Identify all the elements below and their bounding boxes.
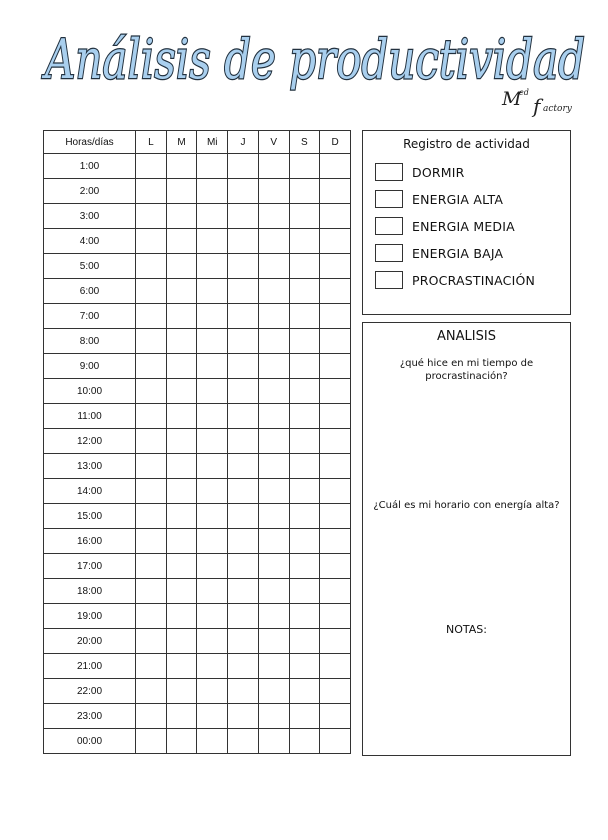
schedule-cell[interactable] [228,429,259,454]
hour-cell: 13:00 [44,454,136,479]
schedule-cell[interactable] [289,454,320,479]
table-row [44,554,351,579]
hour-cell: 00:00 [44,729,136,754]
schedule-cell[interactable] [320,179,351,204]
table-row [44,279,351,304]
schedule-cell[interactable] [258,204,289,229]
hour-cell: 2:00 [44,179,136,204]
schedule-header-row [44,131,351,154]
schedule-cell[interactable] [320,254,351,279]
schedule-cell[interactable] [228,304,259,329]
schedule-cell[interactable] [228,729,259,754]
schedule-cell[interactable] [166,154,197,179]
header-day: Mi [197,131,228,154]
hour-cell: 15:00 [44,504,136,529]
schedule-cell[interactable] [197,254,228,279]
schedule-cell[interactable] [166,279,197,304]
schedule-cell[interactable] [258,479,289,504]
schedule-cell[interactable] [258,604,289,629]
schedule-cell[interactable] [228,454,259,479]
legend-checkbox[interactable] [375,190,403,208]
schedule-cell[interactable] [289,504,320,529]
legend-item-energia-alta [375,189,503,209]
schedule-cell[interactable] [228,679,259,704]
hour-cell: 5:00 [44,254,136,279]
schedule-cell[interactable] [197,429,228,454]
schedule-cell[interactable] [258,704,289,729]
schedule-cell[interactable] [289,279,320,304]
schedule-cell[interactable] [136,279,167,304]
schedule-cell[interactable] [228,554,259,579]
schedule-cell[interactable] [320,704,351,729]
schedule-cell[interactable] [289,554,320,579]
schedule-cell[interactable] [166,554,197,579]
schedule-cell[interactable] [289,579,320,604]
schedule-cell[interactable] [166,429,197,454]
hour-cell: 14:00 [44,479,136,504]
schedule-cell[interactable] [289,379,320,404]
table-row [44,654,351,679]
schedule-cell[interactable] [320,429,351,454]
hour-cell: 18:00 [44,579,136,604]
schedule-cell[interactable] [136,204,167,229]
legend-item-energia-media [375,216,515,236]
schedule-cell[interactable] [166,654,197,679]
schedule-cell[interactable] [166,479,197,504]
table-row [44,579,351,604]
hour-cell: 4:00 [44,229,136,254]
schedule-cell[interactable] [320,479,351,504]
schedule-cell[interactable] [136,329,167,354]
legend-label: ENERGIA BAJA [412,245,504,261]
schedule-cell[interactable] [228,604,259,629]
schedule-cell[interactable] [289,629,320,654]
schedule-cell[interactable] [197,154,228,179]
schedule-cell[interactable] [166,679,197,704]
hour-cell: 20:00 [44,629,136,654]
table-row [44,354,351,379]
schedule-cell[interactable] [289,354,320,379]
schedule-cell[interactable] [166,304,197,329]
schedule-cell[interactable] [320,629,351,654]
brand-logo [500,86,580,122]
schedule-cell[interactable] [289,604,320,629]
schedule-cell[interactable] [197,179,228,204]
brand-ed: ed [519,88,529,97]
schedule-cell[interactable] [320,229,351,254]
hour-cell: 11:00 [44,404,136,429]
schedule-cell[interactable] [228,254,259,279]
hour-cell: 10:00 [44,379,136,404]
header-day: L [136,131,167,154]
hour-cell: 9:00 [44,354,136,379]
schedule-cell[interactable] [166,454,197,479]
table-row [44,304,351,329]
schedule-cell[interactable] [136,354,167,379]
schedule-cell[interactable] [289,729,320,754]
schedule-cell[interactable] [228,279,259,304]
hour-cell: 21:00 [44,654,136,679]
schedule-cell[interactable] [228,229,259,254]
notes-label: NOTAS: [446,623,487,636]
schedule-cell[interactable] [166,404,197,429]
legend-item-procrastinacion [375,270,535,290]
legend-item-energia-baja [375,243,503,263]
schedule-cell[interactable] [320,529,351,554]
schedule-cell[interactable] [258,679,289,704]
schedule-cell[interactable] [228,654,259,679]
schedule-cell[interactable] [228,704,259,729]
schedule-cell[interactable] [258,379,289,404]
legend-checkbox[interactable] [375,163,403,181]
schedule-cell[interactable] [136,729,167,754]
schedule-cell[interactable] [289,479,320,504]
schedule-cell[interactable] [197,554,228,579]
schedule-cell[interactable] [166,179,197,204]
schedule-cell[interactable] [228,329,259,354]
schedule-cell[interactable] [258,354,289,379]
legend-label: DORMIR [412,164,465,180]
brand-actory: actory [543,104,572,114]
question-high-energy: ¿Cuál es mi horario con energía alta? [373,500,560,511]
schedule-cell[interactable] [136,579,167,604]
schedule-cell[interactable] [197,304,228,329]
table-row [44,179,351,204]
schedule-cell[interactable] [320,679,351,704]
schedule-cell[interactable] [320,454,351,479]
schedule-cell[interactable] [166,329,197,354]
schedule-cell[interactable] [136,654,167,679]
schedule-cell[interactable] [258,729,289,754]
schedule-cell[interactable] [166,729,197,754]
schedule-cell[interactable] [258,329,289,354]
schedule-cell[interactable] [320,654,351,679]
schedule-cell[interactable] [258,554,289,579]
hour-cell: 8:00 [44,329,136,354]
table-row [44,479,351,504]
schedule-cell[interactable] [197,404,228,429]
schedule-cell[interactable] [320,204,351,229]
schedule-cell[interactable] [197,654,228,679]
schedule-cell[interactable] [136,179,167,204]
table-row [44,379,351,404]
table-row [44,729,351,754]
schedule-cell[interactable] [166,379,197,404]
legend-checkbox[interactable] [375,271,403,289]
schedule-cell[interactable] [320,404,351,429]
schedule-cell[interactable] [289,654,320,679]
schedule-cell[interactable] [197,679,228,704]
table-row [44,529,351,554]
schedule-cell[interactable] [320,554,351,579]
legend-label: ENERGIA ALTA [412,191,504,207]
schedule-cell[interactable] [258,254,289,279]
schedule-cell[interactable] [258,529,289,554]
table-row [44,679,351,704]
schedule-cell[interactable] [289,229,320,254]
schedule-cell[interactable] [166,254,197,279]
table-row [44,329,351,354]
page-title-text: Análisis de productividad [41,28,585,91]
activity-log-box [362,130,571,315]
schedule-cell[interactable] [166,604,197,629]
schedule-cell[interactable] [197,454,228,479]
schedule-cell[interactable] [197,529,228,554]
schedule-cell[interactable] [197,704,228,729]
schedule-cell[interactable] [136,504,167,529]
schedule-cell[interactable] [166,579,197,604]
legend-checkbox[interactable] [375,217,403,235]
schedule-cell[interactable] [166,629,197,654]
schedule-cell[interactable] [258,629,289,654]
header-day: M [166,131,197,154]
schedule-cell[interactable] [289,179,320,204]
legend-label: PROCRASTINACIÓN [412,272,536,288]
schedule-cell[interactable] [258,179,289,204]
schedule-cell[interactable] [197,354,228,379]
schedule-cell[interactable] [258,429,289,454]
schedule-cell[interactable] [228,154,259,179]
schedule-cell[interactable] [197,629,228,654]
schedule-cell[interactable] [136,154,167,179]
schedule-cell[interactable] [136,554,167,579]
schedule-cell[interactable] [320,504,351,529]
hour-cell: 7:00 [44,304,136,329]
activity-log-heading: Registro de actividad [403,137,530,151]
schedule-cell[interactable] [166,504,197,529]
schedule-cell[interactable] [289,404,320,429]
schedule-cell[interactable] [166,229,197,254]
schedule-cell[interactable] [136,229,167,254]
schedule-cell[interactable] [289,429,320,454]
schedule-cell[interactable] [197,329,228,354]
table-row [44,429,351,454]
table-row [44,629,351,654]
schedule-cell[interactable] [136,604,167,629]
schedule-cell[interactable] [320,354,351,379]
hour-cell: 12:00 [44,429,136,454]
schedule-cell[interactable] [228,204,259,229]
schedule-cell[interactable] [258,304,289,329]
analysis-box [362,322,571,756]
schedule-cell[interactable] [228,179,259,204]
header-day: D [320,131,351,154]
schedule-cell[interactable] [258,504,289,529]
schedule-cell[interactable] [166,204,197,229]
schedule-cell[interactable] [289,154,320,179]
schedule-cell[interactable] [166,529,197,554]
hour-cell: 3:00 [44,204,136,229]
schedule-cell[interactable] [136,704,167,729]
table-row [44,454,351,479]
schedule-cell[interactable] [289,329,320,354]
schedule-cell[interactable] [197,604,228,629]
schedule-cell[interactable] [197,579,228,604]
schedule-cell[interactable] [228,504,259,529]
schedule-cell[interactable] [258,404,289,429]
schedule-cell[interactable] [320,304,351,329]
table-row [44,604,351,629]
schedule-cell[interactable] [258,154,289,179]
schedule-cell[interactable] [258,579,289,604]
schedule-cell[interactable] [197,229,228,254]
schedule-cell[interactable] [136,429,167,454]
schedule-cell[interactable] [228,629,259,654]
schedule-cell[interactable] [197,204,228,229]
schedule-cell[interactable] [197,479,228,504]
hour-cell: 17:00 [44,554,136,579]
schedule-cell[interactable] [166,354,197,379]
schedule-cell[interactable] [320,329,351,354]
schedule-cell[interactable] [136,529,167,554]
hour-cell: 22:00 [44,679,136,704]
legend-item-dormir [375,162,465,182]
schedule-cell[interactable] [258,229,289,254]
schedule-cell[interactable] [228,404,259,429]
schedule-cell[interactable] [136,454,167,479]
schedule-cell[interactable] [228,529,259,554]
brand-f: f [533,94,541,118]
header-day: J [228,131,259,154]
schedule-cell[interactable] [136,479,167,504]
schedule-cell[interactable] [320,154,351,179]
schedule-cell[interactable] [289,704,320,729]
schedule-cell[interactable] [258,654,289,679]
table-row [44,404,351,429]
legend-label: ENERGIA MEDIA [412,218,515,234]
schedule-cell[interactable] [320,729,351,754]
header-day: S [289,131,320,154]
table-row [44,254,351,279]
schedule-cell[interactable] [289,254,320,279]
header-hours: Horas/días [44,131,136,154]
schedule-cell[interactable] [289,304,320,329]
schedule-cell[interactable] [197,279,228,304]
schedule-cell[interactable] [289,679,320,704]
hour-cell: 16:00 [44,529,136,554]
schedule-cell[interactable] [228,379,259,404]
hour-cell: 6:00 [44,279,136,304]
schedule-cell[interactable] [136,404,167,429]
schedule-table [43,130,351,754]
schedule-cell[interactable] [289,204,320,229]
schedule-cell[interactable] [228,579,259,604]
schedule-cell[interactable] [136,304,167,329]
question-procrastination: ¿qué hice en mi tiempo de procrastinación? [399,358,534,382]
legend-checkbox[interactable] [375,244,403,262]
analysis-heading: ANALISIS [437,329,496,344]
schedule-cell[interactable] [197,379,228,404]
schedule-cell[interactable] [258,454,289,479]
schedule-cell[interactable] [228,354,259,379]
table-row [44,704,351,729]
brand-m: M [502,88,522,110]
hour-cell: 1:00 [44,154,136,179]
schedule-cell[interactable] [320,379,351,404]
schedule-cell[interactable] [320,604,351,629]
table-row [44,504,351,529]
header-day: V [258,131,289,154]
schedule-cell[interactable] [166,704,197,729]
table-row [44,154,351,179]
schedule-cell[interactable] [136,629,167,654]
schedule-cell[interactable] [136,679,167,704]
schedule-cell[interactable] [258,279,289,304]
schedule-cell[interactable] [136,379,167,404]
schedule-cell[interactable] [320,279,351,304]
schedule-cell[interactable] [136,254,167,279]
schedule-cell[interactable] [197,729,228,754]
schedule-cell[interactable] [228,479,259,504]
hour-cell: 19:00 [44,604,136,629]
schedule-cell[interactable] [289,529,320,554]
hour-cell: 23:00 [44,704,136,729]
schedule-cell[interactable] [197,504,228,529]
schedule-cell[interactable] [320,579,351,604]
table-row [44,229,351,254]
table-row [44,204,351,229]
